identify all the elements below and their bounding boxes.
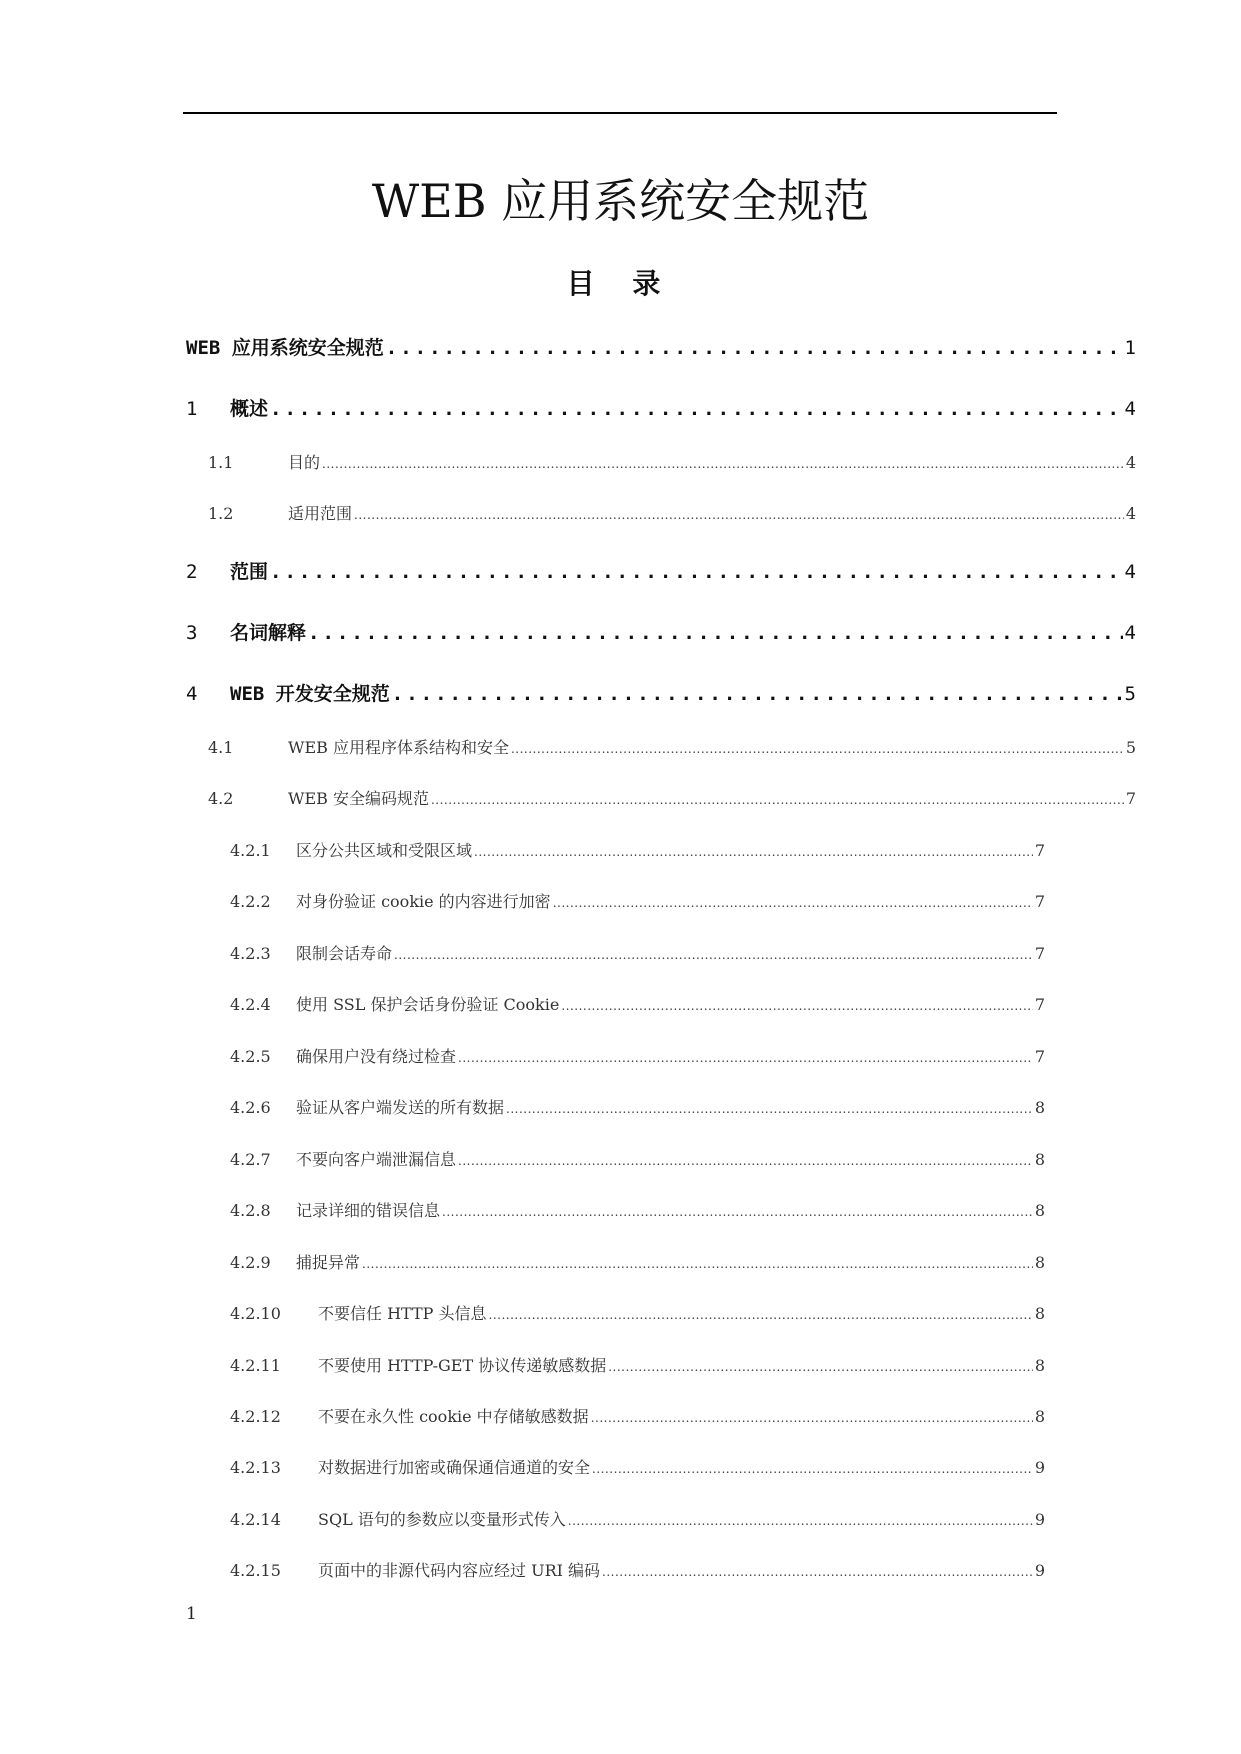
toc-entry-label: WEB 安全编码规范: [288, 789, 429, 808]
toc-entry-page: 8: [1034, 1407, 1045, 1426]
toc-leader-dots: [568, 1514, 1033, 1528]
toc-entry-page: 5: [1125, 738, 1136, 757]
toc-heading: 目 录: [566, 267, 675, 300]
toc-entry-number: 4.2.1: [230, 841, 271, 860]
toc-leader-dots: [362, 1257, 1033, 1271]
toc-entry-label: 名词解释: [230, 622, 307, 644]
toc-entry-number: 4.2.14: [230, 1510, 281, 1529]
toc-entry[interactable]: [230, 992, 1045, 1022]
toc-leader-dots: [458, 1051, 1033, 1065]
toc-entry-label: 捕捉异常: [296, 1253, 361, 1272]
toc-entry-number: 4.2.10: [230, 1304, 281, 1323]
toc-entry-page: 8: [1034, 1304, 1045, 1323]
footer-page-number: 1: [186, 1604, 197, 1624]
toc-entry-label: 验证从客户端发送的所有数据: [296, 1098, 505, 1117]
toc-entry[interactable]: [186, 394, 1136, 424]
toc-entry-page: 9: [1034, 1561, 1045, 1580]
toc-entry[interactable]: [230, 1147, 1045, 1177]
toc-entry[interactable]: [230, 1301, 1045, 1331]
toc-entry-label: 区分公共区域和受限区域: [296, 841, 473, 860]
toc-leader-dots: [602, 1565, 1033, 1579]
toc-entry-number: 3: [186, 622, 198, 644]
toc-entry-label: 不要使用 HTTP-GET 协议传递敏感数据: [318, 1356, 607, 1375]
toc-entry-label: 目的: [288, 453, 321, 472]
toc-entry-label: 概述: [230, 398, 269, 420]
toc-entry-page: 8: [1034, 1150, 1045, 1169]
toc-leader-dots: [561, 999, 1032, 1013]
toc-entry-page: 4: [1124, 561, 1136, 583]
toc-entry-label: 页面中的非源代码内容应经过 URI 编码: [318, 1561, 601, 1580]
toc-leader-dots: [458, 1154, 1033, 1168]
toc-entry-page: 7: [1034, 841, 1045, 860]
toc-entry-number: 4.2.15: [230, 1561, 281, 1580]
toc-leader-dots: [270, 561, 1123, 583]
toc-entry-page: 8: [1034, 1201, 1045, 1220]
toc-entry-label: 不要在永久性 cookie 中存储敏感数据: [318, 1407, 589, 1426]
toc-leader-dots: [270, 398, 1123, 420]
toc-entry-page: 4: [1124, 622, 1136, 644]
toc-entry-number: 4.2.4: [230, 995, 271, 1014]
toc-entry-number: 1.1: [208, 453, 234, 472]
toc-entry[interactable]: [208, 735, 1136, 765]
toc-entry-page: 7: [1034, 1047, 1045, 1066]
toc-leader-dots: [386, 337, 1123, 359]
toc-entry-label: 对身份验证 cookie 的内容进行加密: [296, 892, 551, 911]
toc-leader-dots: [394, 948, 1033, 962]
toc-entry-number: 4.2: [208, 789, 234, 808]
toc-entry-number: 4.2.7: [230, 1150, 271, 1169]
toc-entry-page: 8: [1034, 1098, 1045, 1117]
toc-entry-page: 4: [1125, 453, 1136, 472]
toc-entry-page: 8: [1034, 1356, 1045, 1375]
toc-entry[interactable]: [230, 1455, 1045, 1485]
toc-entry[interactable]: [208, 786, 1136, 816]
toc-entry-page: 9: [1034, 1510, 1045, 1529]
toc-entry-page: 5: [1124, 683, 1136, 705]
toc-entry-label: 不要信任 HTTP 头信息: [318, 1304, 487, 1323]
toc-entry-number: 4.2.13: [230, 1458, 281, 1477]
toc-entry-page: 8: [1034, 1253, 1045, 1272]
toc-entry[interactable]: [208, 450, 1136, 480]
toc-entry-page: 7: [1034, 944, 1045, 963]
toc-entry[interactable]: [186, 557, 1136, 587]
toc-entry-number: 4.2.12: [230, 1407, 281, 1426]
toc-entry-page: 7: [1125, 789, 1136, 808]
toc-entry[interactable]: [208, 501, 1136, 531]
toc-entry-number: 1.2: [208, 504, 234, 523]
toc-entry-label: WEB 应用程序体系结构和安全: [288, 738, 509, 757]
toc-entry-page: 7: [1034, 892, 1045, 911]
toc-leader-dots: [308, 622, 1123, 644]
toc-entry[interactable]: [230, 941, 1045, 971]
toc-leader-dots: [553, 896, 1033, 910]
toc-entry-number: 4.1: [208, 738, 234, 757]
toc-entry[interactable]: [186, 679, 1136, 709]
toc-leader-dots: [474, 845, 1033, 859]
toc-entry-label: 对数据进行加密或确保通信通道的安全: [318, 1458, 591, 1477]
toc-entry[interactable]: [230, 1404, 1045, 1434]
toc-entry-number: 4.2.6: [230, 1098, 271, 1117]
toc-entry-page: 7: [1034, 995, 1045, 1014]
toc-leader-dots: [354, 508, 1124, 522]
toc-entry-page: 4: [1124, 398, 1136, 420]
toc-entry-number: 2: [186, 561, 198, 583]
toc-entry-number: 1: [186, 398, 198, 420]
document-title: WEB 应用系统安全规范: [371, 174, 870, 228]
toc-entry-page: 4: [1125, 504, 1136, 523]
toc-entry-label: 不要向客户端泄漏信息: [296, 1150, 457, 1169]
toc-entry-label: 使用 SSL 保护会话身份验证 Cookie: [296, 995, 560, 1014]
toc-entry[interactable]: [230, 1250, 1045, 1280]
toc-entry[interactable]: [230, 889, 1045, 919]
toc-entry[interactable]: [186, 618, 1136, 648]
toc-entry-number: 4.2.5: [230, 1047, 271, 1066]
toc-entry[interactable]: [230, 1507, 1045, 1537]
toc-entry-number: 4.2.8: [230, 1201, 271, 1220]
toc-leader-dots: [592, 1462, 1033, 1476]
toc-entry-number: 4.2.2: [230, 892, 271, 911]
toc-entry-number: 4.2.9: [230, 1253, 271, 1272]
toc-entry-label: 限制会话寿命: [296, 944, 393, 963]
toc-entry-label: 适用范围: [288, 504, 353, 523]
toc-leader-dots: [489, 1308, 1033, 1322]
toc-entry[interactable]: [230, 1198, 1045, 1228]
toc-entry[interactable]: [230, 1558, 1045, 1588]
toc-entry[interactable]: [230, 1044, 1045, 1074]
toc-leader-dots: [322, 457, 1124, 471]
toc-entry[interactable]: [230, 838, 1045, 868]
toc-entry-label: 确保用户没有绕过检查: [296, 1047, 457, 1066]
toc-entry-number: 4.2.3: [230, 944, 271, 963]
toc-entry-page: 9: [1034, 1458, 1045, 1477]
toc-entry-label: WEB 开发安全规范: [230, 683, 390, 705]
toc-entry-label: 记录详细的错误信息: [296, 1201, 441, 1220]
toc-leader-dots: [442, 1205, 1033, 1219]
toc-leader-dots: [591, 1411, 1033, 1425]
toc-entry-number: 4.2.11: [230, 1356, 281, 1375]
toc-entry-number: 4: [186, 683, 198, 705]
toc-leader-dots: [431, 793, 1124, 807]
toc-entry-page: 1: [1124, 337, 1136, 359]
toc-entry-label: SQL 语句的参数应以变量形式传入: [318, 1510, 566, 1529]
toc-entry-label: WEB 应用系统安全规范: [186, 337, 384, 359]
toc-entry-label: 范围: [230, 561, 269, 583]
toc-leader-dots: [608, 1360, 1033, 1374]
toc-leader-dots: [392, 683, 1123, 705]
toc-entry[interactable]: [186, 333, 1136, 363]
toc-entry[interactable]: [230, 1353, 1045, 1383]
toc-entry[interactable]: [230, 1095, 1045, 1125]
toc-leader-dots: [511, 742, 1124, 756]
toc-leader-dots: [506, 1102, 1033, 1116]
